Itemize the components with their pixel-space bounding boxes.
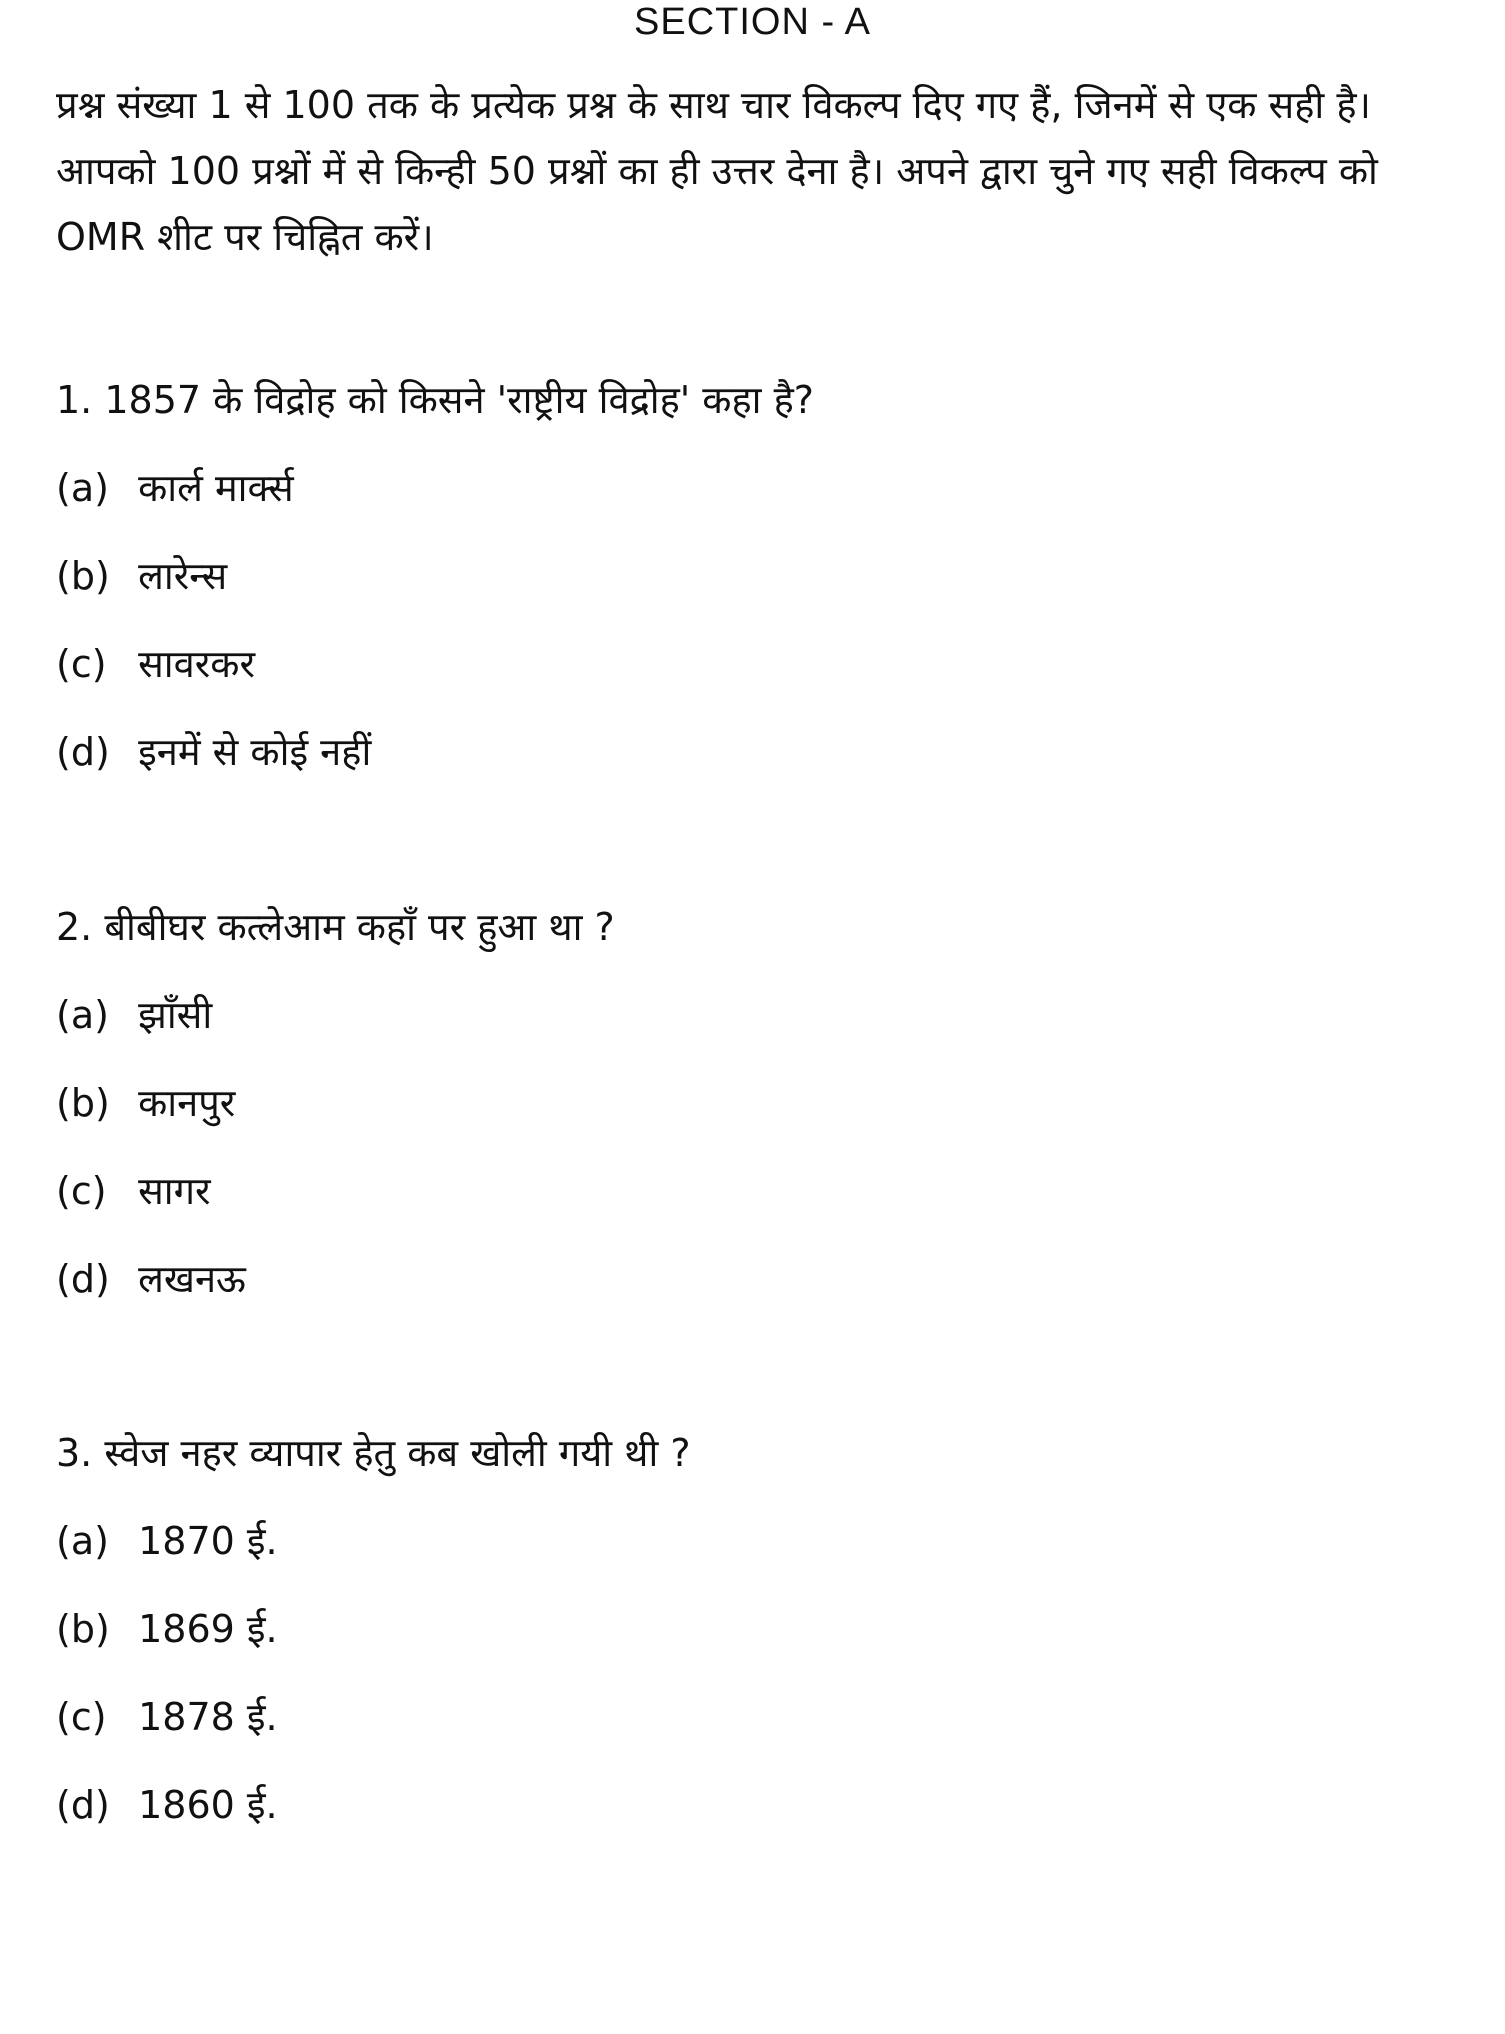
option-marker: (a) [56,1519,109,1563]
option-text: इनमें से कोई नहीं [138,730,372,774]
instructions-paragraph: प्रश्न संख्या 1 से 100 तक के प्रत्येक प्रश्न के साथ चार विकल्प दिए गए हैं, जिनमें से एक सही है। आपको 100 प्रश्नों में से किन्ही 50 प्रश्नों का ही उत्तर देना है। अपने द्वारा चुने गए सही विकल्प को OMR शीट पर चिह्नित करें। [56,83,1378,259]
options-list [56,463,1456,777]
option-text: कार्ल मार्क्स [138,466,294,510]
option-marker: (a) [56,993,109,1037]
options-list [56,1516,1456,1830]
question-2 [56,902,1456,1304]
option-marker: (c) [56,642,107,686]
option-text: सागर [138,1169,211,1213]
option-text: 1878 ई. [138,1695,278,1739]
option-marker: (a) [56,466,109,510]
option-marker: (d) [56,1783,110,1827]
option-b[interactable] [56,1604,1456,1654]
option-text: झाँसी [138,993,213,1037]
option-d[interactable] [56,1780,1456,1830]
option-marker: (c) [56,1169,107,1213]
question-3 [56,1428,1456,1830]
option-marker: (b) [56,1081,110,1125]
question-text: 3. स्वेज नहर व्यापार हेतु कब खोली गयी थी ? [56,1431,691,1475]
option-text: 1860 ई. [138,1783,278,1827]
option-text: लखनऊ [138,1257,246,1301]
option-a[interactable] [56,990,1456,1040]
option-text: लारेन्स [138,554,228,598]
option-c[interactable] [56,1692,1456,1742]
options-list [56,990,1456,1304]
question-text: 2. बीबीघर कत्लेआम कहाँ पर हुआ था ? [56,905,615,949]
question-text: 1. 1857 के विद्रोह को किसने 'राष्ट्रीय विद्रोह' कहा है? [56,378,814,422]
option-a[interactable] [56,463,1456,513]
option-marker: (d) [56,1257,110,1301]
option-d[interactable] [56,727,1456,777]
option-text: 1869 ई. [138,1607,278,1651]
option-text: 1870 ई. [138,1519,278,1563]
option-marker: (d) [56,730,110,774]
question-1 [56,375,1456,777]
option-marker: (b) [56,554,110,598]
option-c[interactable] [56,639,1456,689]
option-b[interactable] [56,551,1456,601]
option-text: कानपुर [138,1081,236,1125]
option-c[interactable] [56,1166,1456,1216]
section-title: SECTION - A [634,1,871,43]
option-marker: (c) [56,1695,107,1739]
option-b[interactable] [56,1078,1456,1128]
option-text: सावरकर [138,642,256,686]
option-a[interactable] [56,1516,1456,1566]
option-d[interactable] [56,1254,1456,1304]
option-marker: (b) [56,1607,110,1651]
